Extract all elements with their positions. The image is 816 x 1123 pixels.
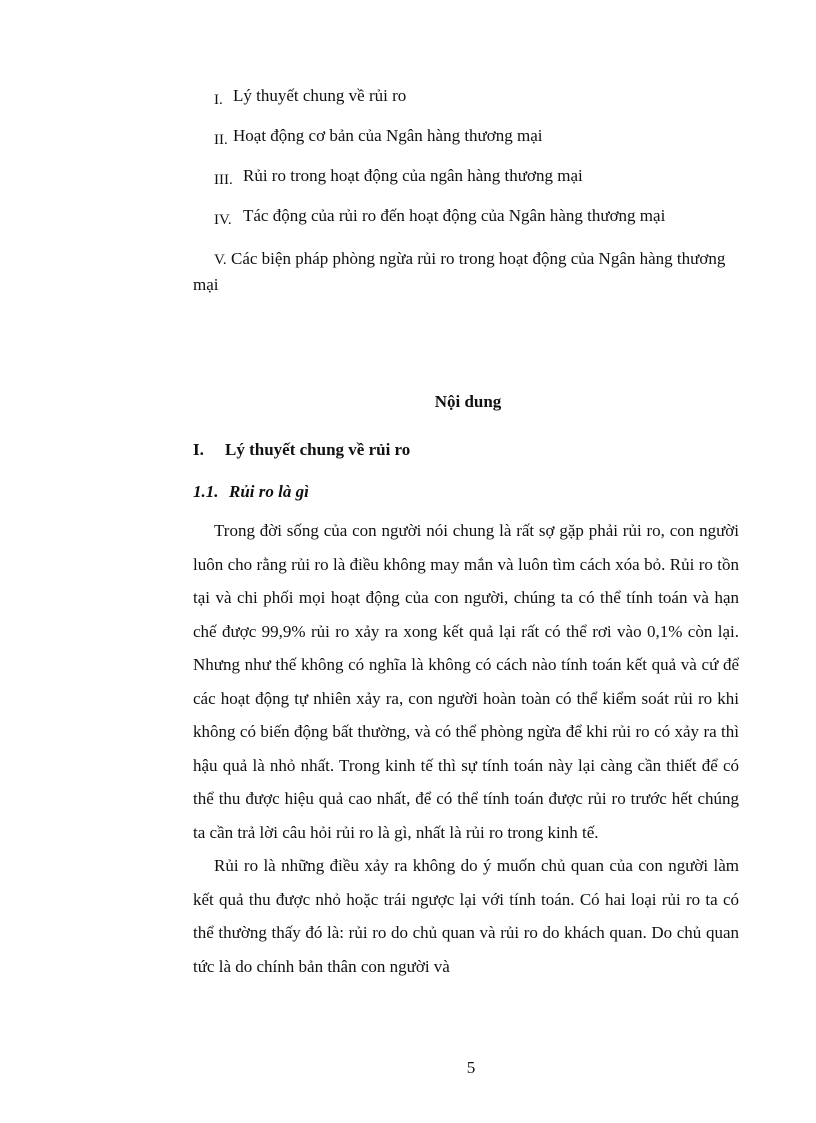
body-text — [193, 514, 739, 983]
toc-number: III. — [214, 172, 233, 188]
page-number: 5 — [466, 1058, 476, 1077]
section-title: Lý thuyết chung về rủi ro — [225, 440, 411, 459]
section-number: I. — [193, 440, 204, 459]
subsection-number: 1.1. — [193, 482, 219, 501]
toc-item — [193, 202, 753, 242]
toc-number: IV. — [214, 212, 232, 228]
paragraph: Trong đời sống của con người nói chung là rất sợ gặp phải rủi ro, con người luôn cho rằng rủi ro là điều không may mắn và luôn tìm cách xóa bỏ. Rủi ro tồn tại và chi phối mọi hoạt động của con người, chúng ta có thể tính toán và hạn chế được 99,9% rủi ro xảy ra xong kết quả lại rất có thể rơi vào 0,1% còn lại. Nhưng như thế không có nghĩa là không có cách nào tính toán kết quả và cứ để các hoạt động tự nhiên xảy ra, con người hoàn toàn có thể kiểm soát rủi ro khi không có biến động bất thường, và có thể phòng ngừa để khi rủi ro có xảy ra thì hậu quả là nhỏ nhất. Trong kinh tế thì sự tính toán này lại càng cần thiết để có thể thu được hiệu quả cao nhất, để có thể tính toán được rủi ro trước hết chúng ta cần trả lời câu hỏi rủi ro là gì, nhất là rủi ro trong kinh tế. — [193, 521, 739, 842]
subsection-title: Rủi ro là gì — [229, 482, 309, 501]
paragraph: Rủi ro là những điều xảy ra không do ý muốn chủ quan của con người làm kết quả thu được nhỏ hoặc trái ngược lại với tính toán. Có hai loại rủi ro ta có thể thường thấy đó là: rủi ro do chủ quan và rủi ro do khách quan. Do chủ quan tức là do chính bản thân con người và — [193, 856, 739, 976]
toc-item — [193, 122, 753, 162]
section-heading — [193, 440, 410, 460]
toc-text: Các biện pháp phòng ngừa rủi ro trong hoạt động của Ngân hàng thương mại — [193, 249, 726, 294]
toc-number: V. — [214, 252, 227, 268]
toc-item — [193, 82, 753, 122]
toc-number: I. — [214, 92, 223, 108]
toc-text: Tác động của rủi ro đến hoạt động của Ngân hàng thương mại — [243, 206, 666, 225]
toc-number: II. — [214, 132, 228, 148]
toc-text: Hoạt động cơ bản của Ngân hàng thương mại — [233, 126, 543, 145]
toc-text: Lý thuyết chung về rủi ro — [233, 86, 407, 105]
table-of-contents — [193, 82, 753, 302]
content-title: Nội dung — [434, 392, 502, 411]
toc-text: Rủi ro trong hoạt động của ngân hàng thương mại — [243, 166, 583, 185]
toc-item — [193, 242, 753, 302]
subsection-heading — [193, 482, 309, 502]
toc-item — [193, 162, 753, 202]
